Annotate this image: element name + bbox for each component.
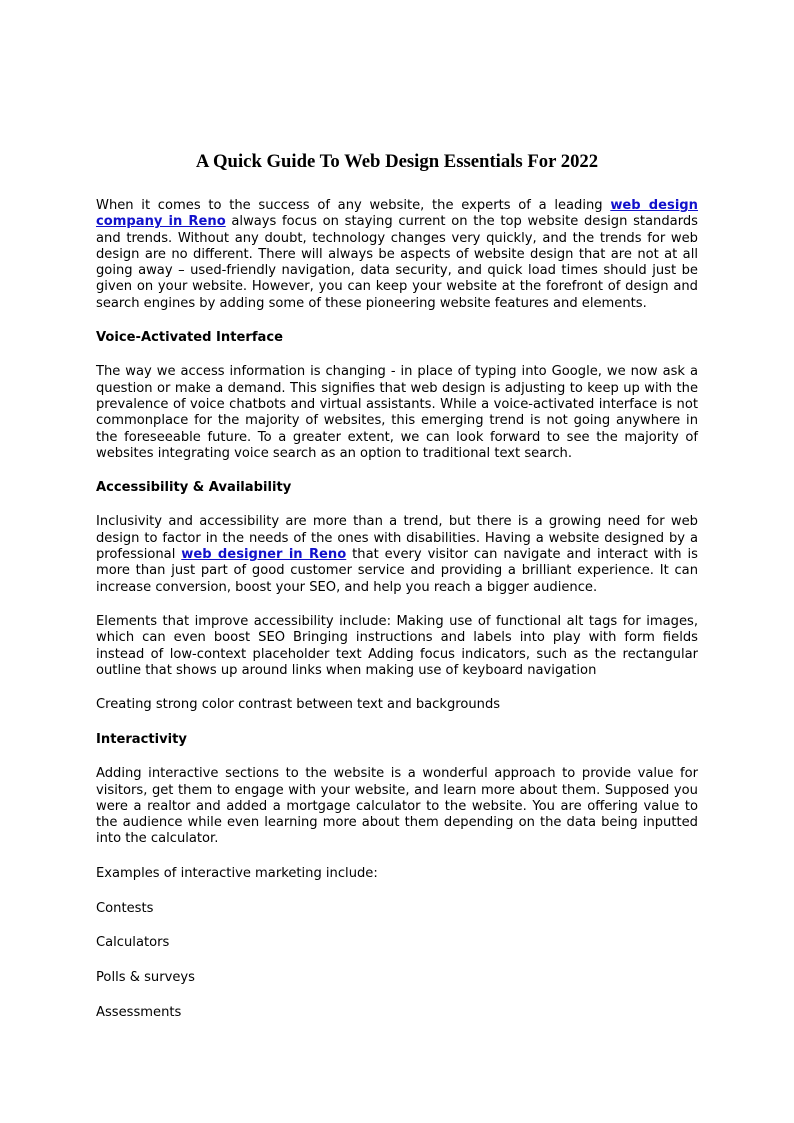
accessibility-paragraph bbox=[96, 514, 698, 595]
example-item: Polls & surveys bbox=[96, 970, 195, 986]
accessibility-text-after: that every visitor can navigate and interact with is more than just part of good customer service and providing a brilliant experience. It can increase conversion, boost your SEO, and help you reach a bigger audience. bbox=[96, 547, 698, 595]
interactivity-heading: Interactivity bbox=[96, 731, 187, 747]
example-item: Assessments bbox=[96, 1004, 182, 1020]
accessibility-text-before: Inclusivity and accessibility are more than a trend, but there is a growing need for web design to factor in the needs of the ones with disabilities. Having a website designed by a professional bbox=[96, 514, 698, 563]
web-design-company-link[interactable]: web design company in Reno bbox=[96, 198, 699, 230]
contrast-paragraph: Creating strong color contrast between text and backgrounds bbox=[96, 697, 501, 713]
web-designer-link[interactable]: web designer in Reno bbox=[181, 547, 347, 563]
accessibility-heading: Accessibility & Availability bbox=[96, 480, 292, 496]
examples-intro: Examples of interactive marketing include: bbox=[96, 865, 378, 881]
accessibility-elements-paragraph: Elements that improve accessibility include: Making use of functional alt tags for images, which can even boost SEO Bringing instructions and labels into play with form fields instead of low-context placeholder text Adding focus indicators, such as the rectangular outline that shows up around links when making use of keyboard navigation bbox=[96, 613, 698, 678]
intro-text-before: When it comes to the success of any website, the experts of a leading bbox=[96, 198, 611, 213]
voice-heading: Voice-Activated Interface bbox=[96, 330, 284, 346]
interactivity-paragraph: Adding interactive sections to the website is a wonderful approach to provide value for visitors, get them to engage with your website, and learn more about them. Supposed you were a realtor and added a mortgage calculator to the website. You are offering value to the audience while even learning more about them depending on the data being inputted into the calculator. bbox=[96, 766, 698, 847]
page-title: A Quick Guide To Web Design Essentials For 2022 bbox=[195, 151, 599, 172]
example-item: Calculators bbox=[96, 935, 170, 951]
example-item: Contests bbox=[96, 900, 154, 916]
document-page bbox=[96, 150, 698, 1040]
intro-paragraph bbox=[96, 198, 698, 312]
intro-text-after: always focus on staying current on the top website design standards and trends. Without any doubt, technology changes very quickly, and the trends for web design are no different. There will always be aspects of website design that are not at all going away – used-friendly navigation, data security, and quick load times should just be given on your website. However, you can keep your website at the forefront of design and search engines by adding some of these pioneering website features and elements. bbox=[96, 214, 698, 311]
voice-paragraph: The way we access information is changing - in place of typing into Google, we now ask a question or make a demand. This signifies that web design is adjusting to keep up with the prevalence of voice chatbots and virtual assistants. While a voice-activated interface is not commonplace for the majority of websites, this emerging trend is not going anywhere in the foreseeable future. To a greater extent, we can look forward to see the majority of websites integrating voice search as an option to traditional text search. bbox=[96, 364, 698, 461]
